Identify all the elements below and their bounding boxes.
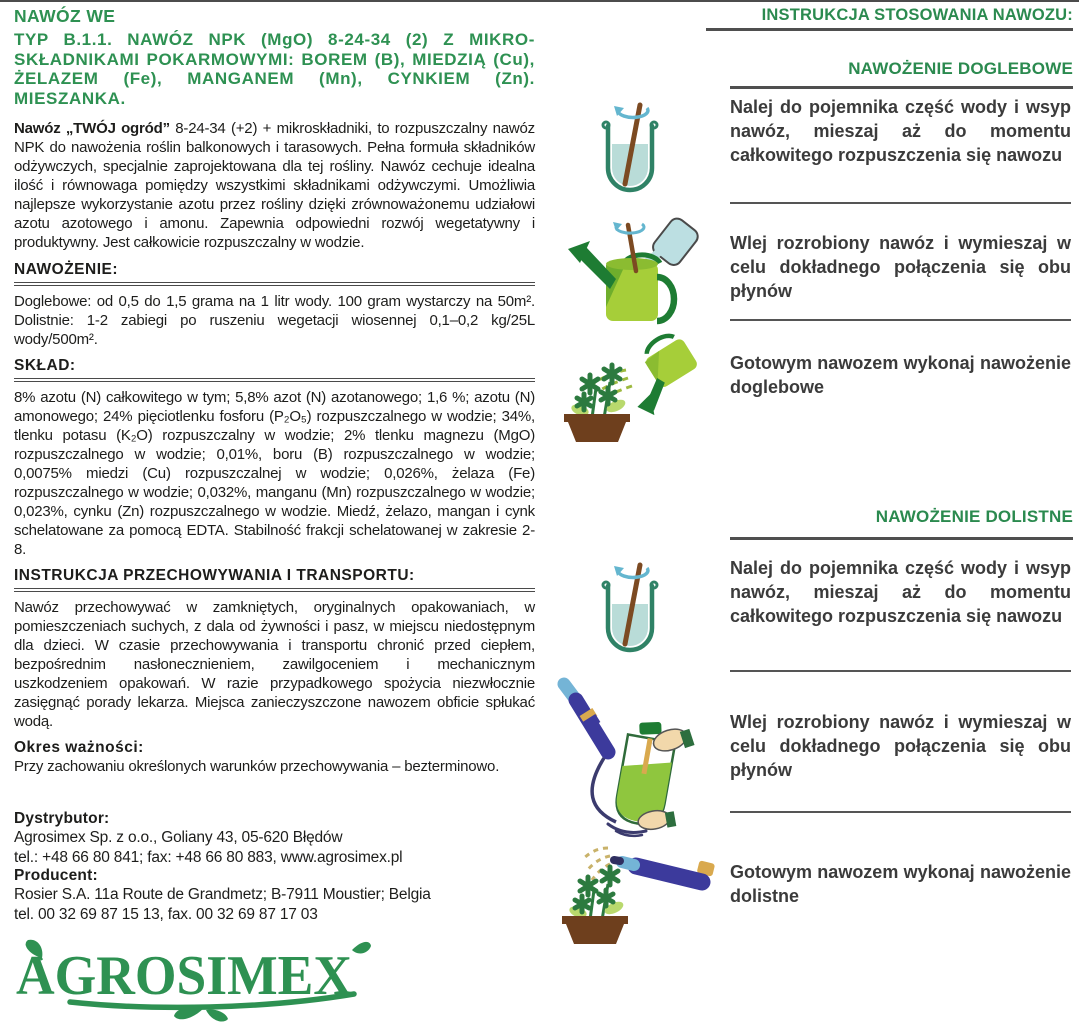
- step-text: Nalej do pojemnika część wody i wsyp nawóz, mieszaj aż do momentu całkowitego rozpuszczenia się nawozu: [730, 558, 1071, 626]
- flower-pot-icon: [564, 414, 630, 442]
- mixing-glass-icon: [594, 558, 666, 654]
- product-name-lead: Nawóz „TWÓJ ogród”: [14, 120, 170, 137]
- usage-instructions-column: [556, 0, 1079, 944]
- producer-phone: tel. 00 32 69 87 15 13, fax. 00 32 69 87 17 03: [14, 905, 318, 923]
- foliar-fertilizing-heading: NAWOŻENIE DOLISTNE: [875, 507, 1073, 526]
- step-text: Wlej rozrobiony nawóz i wymieszaj w celu dokładnego połączenia się obu płynów: [730, 233, 1071, 301]
- contact-block: [14, 810, 535, 924]
- watering-can-mixing-icon: [564, 207, 714, 329]
- distributor-address: Agrosimex Sp. z o.o., Goliany 43, 05-620 Błędów: [14, 829, 343, 846]
- tilted-can-icon: [613, 328, 709, 420]
- step-divider: [730, 811, 1071, 813]
- agrosimex-logo: [14, 934, 535, 1025]
- heading-divider: [14, 588, 535, 592]
- product-info-column: [14, 6, 535, 1025]
- soil-fertilizing-heading: NAWOŻENIE DOGLEBOWE: [848, 59, 1073, 78]
- section-divider: [730, 537, 1073, 540]
- product-description: [14, 119, 535, 252]
- producer-heading: Producent:: [14, 867, 98, 884]
- step-text: Gotowym nawozem wykonaj nawożenie dolistne: [730, 862, 1071, 906]
- spray-wand-icon: [614, 860, 715, 882]
- logo-wordmark: AGROSIMEX: [16, 945, 352, 1007]
- heading-divider: [14, 282, 535, 286]
- storage-heading: INSTRUKCJA PRZECHOWYWANIA I TRANSPORTU:: [14, 567, 415, 584]
- mixing-glass-icon: [594, 98, 666, 194]
- plant-icon: [568, 867, 625, 920]
- flower-pot-icon: [562, 916, 628, 944]
- validity-text: Przy zachowaniu określonych warunków przechowywania – bezterminowo.: [14, 758, 500, 775]
- instructions-header: INSTRUKCJA STOSOWANIA NAWOZU:: [761, 6, 1073, 24]
- step-divider: [730, 202, 1071, 204]
- validity-heading: Okres ważności:: [14, 739, 144, 756]
- producer-address: Rosier S.A. 11a Route de Grandmetz; B-7911 Moustier; Belgia: [14, 886, 431, 903]
- storage-text: Nawóz przechowywać w zamkniętych, oryginalnych opakowaniach, w pomieszczeniach suchych, z dala od żywności i pasz, w miejscu niedostępnym dla dzieci. W czasie przechowywania i transportu chronić przed ciepłem, bezpośrednim nasłonecznieniem, zawilgoceniem i mechanicznym uszkodzeniem opakowań. W razie przypadkowego spożycia niezwłocznie zasięgnąć porady lekarza. Miejsca zanieczyszczone nawozem obficie spłukać wodą.: [14, 599, 535, 730]
- distributor-heading: Dystrybutor:: [14, 810, 110, 827]
- product-description-text: 8-24-34 (+2) + mikroskładniki, to rozpuszczalny nawóz NPK do nawożenia roślin balkonowych i tarasowych. Pełna formuła składników odżywczych, specjalnie zaprojektowana dla tej rośliny. Nawóz cechuje idealna ilość i równowaga pomiędzy wszystkimi składnikami odżywczymi. Umożliwia najlepsze wykorzystanie azotu przez rośliny dzięki zrównoważonemu udziałowi azotu azotowego i amonu. Zapewnia odpowiedni rozwój wegetatywny i produktywny. Jest całkowicie rozpuszczalny w wodzie.: [14, 120, 535, 251]
- step-text: Wlej rozrobiony nawóz i wymieszaj w celu dokładnego połączenia się obu płynów: [730, 712, 1071, 780]
- step-text: Gotowym nawozem wykonaj nawożenie doglebowe: [730, 353, 1071, 397]
- composition-text: 8% azotu (N) całkowitego w tym; 5,8% azot (N) azotanowego; 1,6 %; azotu (N) amonowego; 24% pięciotlenku fosforu (P₂O₅) rozpuszczalnego w wodzie; 34%, tlenku potasu (K₂O) rozpuszczalny w wodzie; 2% tlenku magnezu (MgO) rozpuszczalnego w wodzie; 0,01%, boru (B) rozpuszczalnego w wodzie; 0,0075% miedzi (Cu) rozpuszczalnej w wodzie; 0,026%, żelaza (Fe) rozpuszczalnego w wodzie; 0,032%, manganu (Mn) rozpuszczalnego w wodzie; 0,023%, cynku (Zn) rozpuszczalnego w wodzie. Miedź, żelazo, mangan i cynk schelatowane za pomocą EDTA. Stabilność frakcji schelatowanej w zakresie 2-8.: [14, 389, 535, 558]
- agrosimex-logo-graphic: [14, 934, 372, 1020]
- fertilizing-text: Doglebowe: od 0,5 do 1,5 grama na 1 litr wody. 100 gram wystarczy na 50m². Dolistnie: 1-2 zabiegi po ruszeniu wegetacji wiosennej 0,1–0,2 kg/25L wody/500m².: [14, 293, 535, 348]
- composition-heading: SKŁAD:: [14, 357, 76, 374]
- logo-leaf-x-icon: [352, 942, 371, 954]
- logo-leaf-bottom2-icon: [206, 1009, 228, 1021]
- distributor-phone: tel.: +48 66 80 841; fax: +48 66 80 883, www.agrosimex.pl: [14, 848, 403, 866]
- watering-plant-icon: [556, 330, 716, 442]
- product-type-heading: TYP B.1.1. NAWÓZ NPK (MgO) 8-24-34 (2) Z MIKRO-SKŁADNIKAMI POKARMOWYMI: BOREM (B), MIEDZIĄ (Cu), ŻELAZEM (Fe), MANGANEM (Mn), CYNKIEM (Zn). MIESZANKA.: [14, 30, 535, 108]
- fertilizing-heading: NAWOŻENIE:: [14, 261, 119, 278]
- header-divider: [706, 28, 1073, 31]
- step-divider: [730, 319, 1071, 321]
- product-category-title: NAWÓZ WE: [14, 6, 116, 26]
- step-text: Nalej do pojemnika część wody i wsyp nawóz, mieszaj aż do momentu całkowitego rozpuszczenia się nawozu: [730, 97, 1071, 165]
- spraying-plant-icon: [556, 836, 716, 944]
- step-divider: [730, 670, 1071, 672]
- pressure-sprayer-shake-icon: [556, 682, 706, 834]
- section-divider: [730, 86, 1073, 89]
- heading-divider: [14, 378, 535, 382]
